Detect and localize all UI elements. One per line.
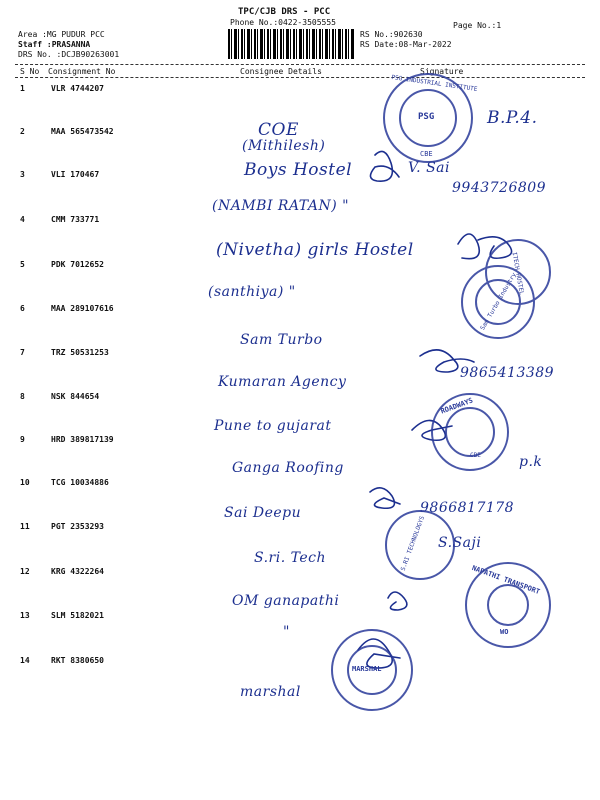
row-consignment: MAA 565473542 [51,127,114,136]
row-consignment: VLI 170467 [51,170,100,179]
page-number: Page No.:1 [453,21,502,30]
column-signature: Signature [420,67,464,76]
row-consignment: HRD 389817139 [51,435,114,444]
signature-ssaji: S.Saji [438,535,482,551]
row-consignment: TRZ 50531253 [51,348,109,357]
row-sno: 7 [20,348,25,357]
row-consignment: NSK 844654 [51,392,100,401]
turbo-stamp-text: Sam Turbo Industry [479,271,518,332]
handwritten-marshal: marshal [240,684,301,700]
psg-stamp-bottom: CBE [420,150,433,158]
handwritten-santhiya: (santhiya) " [208,284,296,300]
row-consignment: CMM 733771 [51,215,100,224]
row-consignment: TCG 10034886 [51,478,109,487]
hostel-stamp-text: ITECH HOSTEL [510,251,525,296]
rs-date: RS Date:08-Mar-2022 [360,40,452,49]
handwritten-phone-1: 9943726809 [452,180,547,196]
column-consignment: Consignment No [48,67,116,76]
handwritten-sam-turbo: Sam Turbo [240,332,323,348]
row-sno: 3 [20,170,25,179]
row-sno: 2 [20,127,25,136]
row-sno: 6 [20,304,25,313]
handwritten-phone-3: 9866817178 [420,500,515,516]
handwritten-nivetha: (Nivetha) girls Hostel [216,240,414,260]
psg-stamp-text: PSG INDUSTRIAL INSTITUTE [390,74,478,93]
row-consignment: KRG 4322264 [51,567,104,576]
handwritten-nambi: (NAMBI RATAN) " [212,198,350,214]
signature-pk: p.k [519,454,543,470]
row-sno: 5 [20,260,25,269]
row-sno: 12 [20,567,30,576]
handwritten-sri-tech: S.ri. Tech [254,550,327,566]
psg-stamp-center: PSG [418,112,435,122]
handwritten-phone-2: 9865413389 [460,365,555,381]
signature-bp: B.P.4. [487,108,538,128]
rs-number: RS No.:902630 [360,30,423,39]
row-sno: 9 [20,435,25,444]
signature-vsai: V. Sai [408,160,450,176]
row-sno: 10 [20,478,30,487]
handwritten-pune: Pune to gujarat [214,418,332,434]
drs-number: DRS No. :DCJB90263001 [18,50,120,59]
row-sno: 4 [20,215,25,224]
row-consignment: PDK 7012652 [51,260,104,269]
row-sno: 13 [20,611,30,620]
handwritten-kumaran: Kumaran Agency [218,374,347,390]
roadways-stamp-inner [446,408,494,456]
tech-stamp-text: S.RI TECHNOLOGYS [399,515,427,572]
document-title: TPC/CJB DRS - PCC [238,7,331,17]
bottom-stamp-text: MARSHAL [352,665,382,673]
row-sno: 8 [20,392,25,401]
row-consignment: MAA 289107616 [51,304,114,313]
transport-stamp-inner [488,585,528,625]
handwritten-sai: Sai Deepu [224,505,302,521]
transport-stamp-sub: WO [500,628,509,636]
handwritten-mithilesh: (Mithilesh) [242,138,326,154]
handwritten-coe: COE [258,120,299,140]
row-consignment: PGT 2353293 [51,522,104,531]
phone-number: Phone No.:0422-3505555 [230,18,336,27]
row-sno: 11 [20,522,30,531]
row-consignment: RKT 8380650 [51,656,104,665]
handwritten-boys-hostel: Boys Hostel [244,160,353,180]
area-label: Area :MG PUDUR PCC [18,30,105,39]
handwritten-om: OM ganapathi [232,593,340,609]
roadways-stamp-text: ROADWAYS [439,396,475,416]
roadways-stamp-sub: CBE [470,452,481,459]
staff-label: Staff :PRASANNA [18,40,91,49]
row-sno: 14 [20,656,30,665]
row-sno: 1 [20,84,25,93]
column-consignee: Consignee Details [240,67,322,76]
transport-stamp-text: NAPATHI TRANSPORT [470,563,541,597]
row-consignment: SLM 5182021 [51,611,104,620]
handwritten-ditto: " [283,624,290,640]
row-consignment: VLR 4744207 [51,84,104,93]
handwritten-ganga: Ganga Roofing [232,460,344,476]
column-sno: S No [20,67,40,76]
